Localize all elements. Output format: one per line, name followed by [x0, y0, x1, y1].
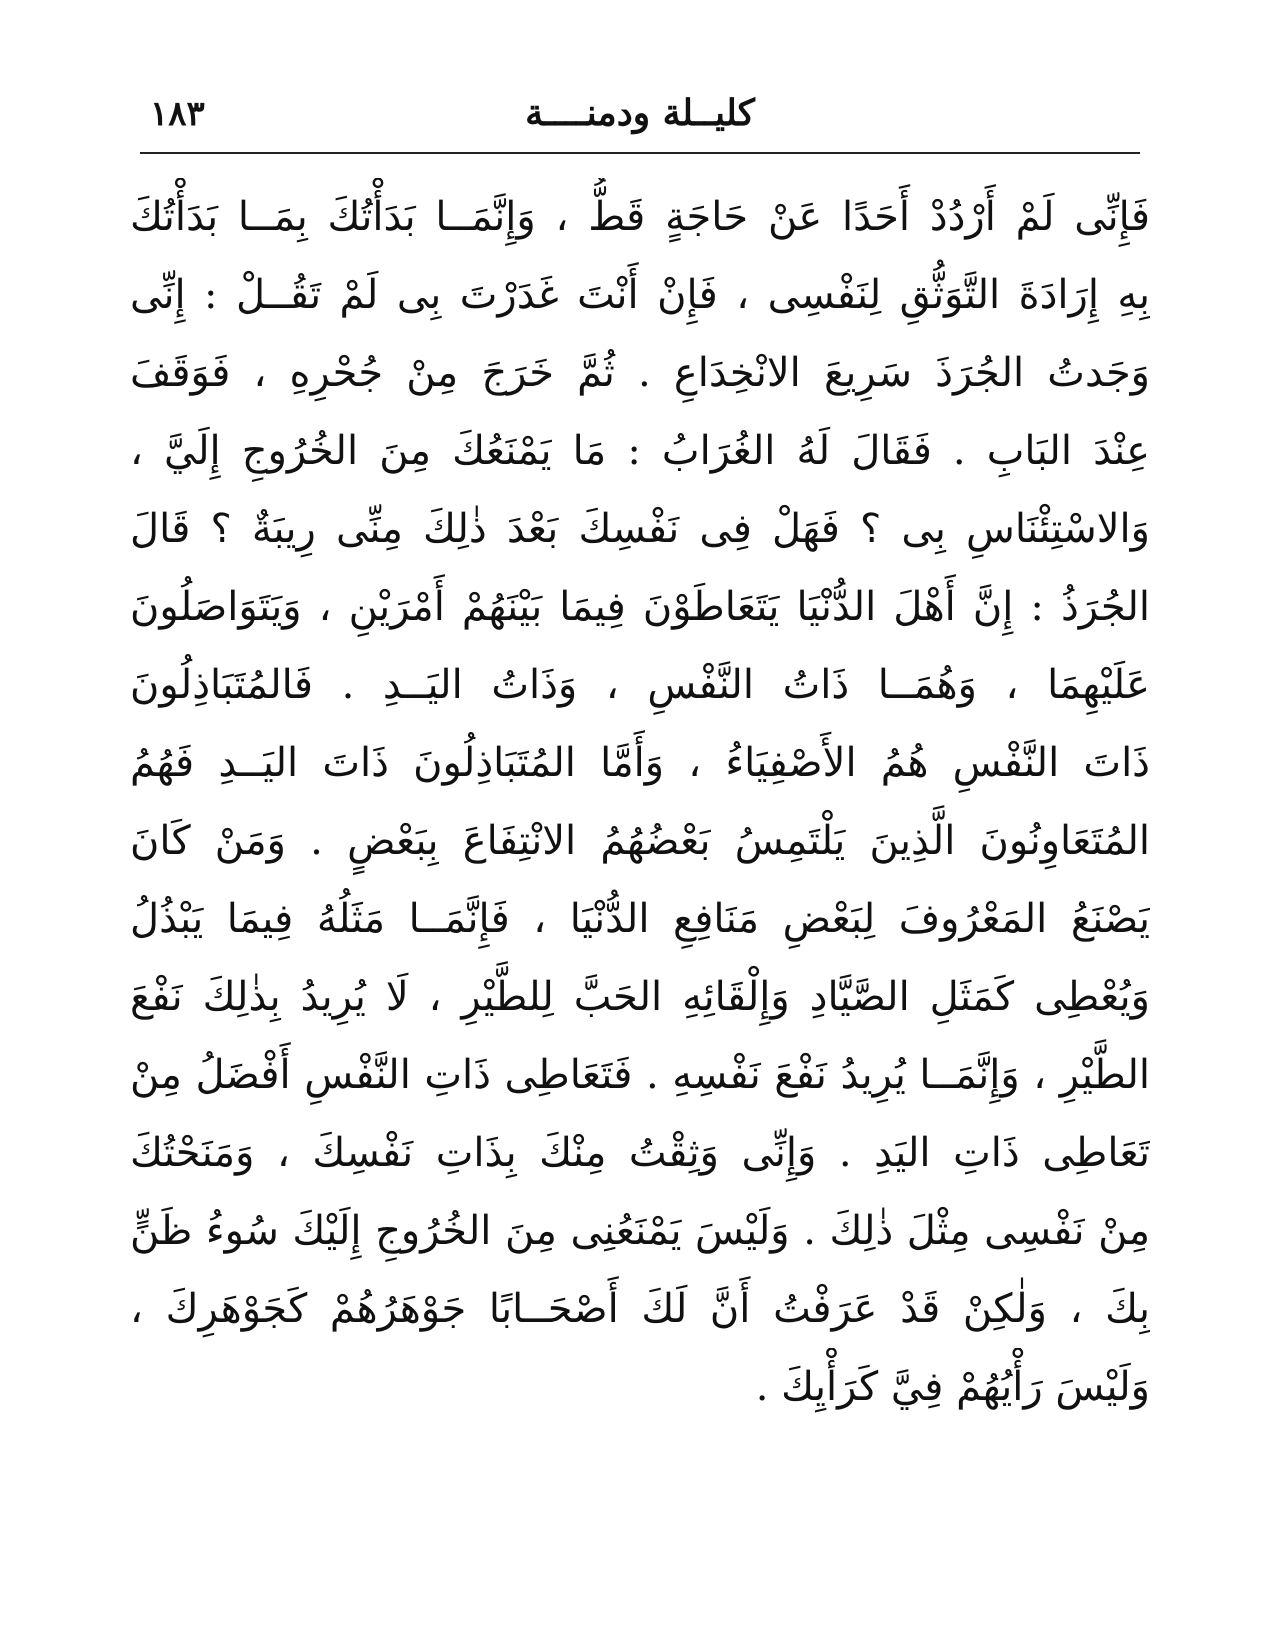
- page-number: ١٨٣: [150, 94, 205, 134]
- text-line: يَصْنَعُ المَعْرُوفَ لِبَعْضِ مَنَافِعِ الدُّنْيَا ، فَإِنَّمَــا مَثَلُهُ فِيمَا يَبْذُلُ: [130, 896, 1150, 942]
- text-line: بِكَ ، وَلٰكِنْ قَدْ عَرَفْتُ أَنَّ لَكَ أَصْحَــابًا جَوْهَرُهُمْ كَجَوْهَرِكَ ،: [130, 1286, 1150, 1332]
- text-line: وَالاسْتِئْنَاسِ بِى ؟ فَهَلْ فِى نَفْسِكَ بَعْدَ ذٰلِكَ مِنِّى رِيبَةٌ ؟ قَالَ: [130, 506, 1150, 552]
- running-head: [140, 88, 1140, 148]
- text-line: عَلَيْهِمَا ، وَهُمَــا ذَاتُ النَّفْسِ ، وَذَاتُ اليَــدِ . فَالمُتَبَاذِلُونَ: [130, 662, 1150, 708]
- text-line: وَيُعْطِى كَمَثَلِ الصَّيَّادِ وَإِلْقَائِهِ الحَبَّ لِلطَّيْرِ ، لَا يُرِيدُ بِذٰلِكَ نَفْعَ: [130, 974, 1150, 1020]
- book-title: كليــلة ودمنــــة: [525, 92, 755, 134]
- text-line: تَعَاطِى ذَاتِ اليَدِ . وَإِنِّى وَثِقْتُ مِنْكَ بِذَاتِ نَفْسِكَ ، وَمَنَحْتُكَ: [130, 1130, 1150, 1176]
- text-line: الجُرَذُ : إِنَّ أَهْلَ الدُّنْيَا يَتَعَاطَوْنَ فِيمَا بَيْنَهُمْ أَمْرَيْنِ ، وَيَتَوَاصَلُونَ: [130, 584, 1150, 630]
- text-line: فَإِنِّى لَمْ أَرْدُدْ أَحَدًا عَنْ حَاجَةٍ قَطُّ ، وَإِنَّمَــا بَدَأْتُكَ بِمَــا بَدَأْتُكَ: [130, 194, 1150, 240]
- text-line: وَلَيْسَ رَأْيُهُمْ فِيَّ كَرَأْيِكَ .: [755, 1364, 1150, 1410]
- text-line: الطَّيْرِ ، وَإِنَّمَــا يُرِيدُ نَفْعَ نَفْسِهِ . فَتَعَاطِى ذَاتِ النَّفْسِ أَفْضَلُ مِنْ: [130, 1052, 1150, 1098]
- text-line: المُتَعَاوِنُونَ الَّذِينَ يَلْتَمِسُ بَعْضُهُمُ الانْتِفَاعَ بِبَعْضٍ . وَمَنْ كَانَ: [130, 818, 1150, 864]
- text-line: بِهِ إِرَادَةَ التَّوَثُّقِ لِنَفْسِى ، فَإِنْ أَنْتَ غَدَرْتَ بِى لَمْ تَقُــلْ : إِنِّى: [130, 272, 1150, 318]
- header-rule: [140, 152, 1140, 154]
- text-line: ذَاتَ النَّفْسِ هُمُ الأَصْفِيَاءُ ، وَأَمَّا المُتَبَاذِلُونَ ذَاتَ اليَــدِ فَهُمُ: [130, 740, 1150, 786]
- text-line: وَجَدتُ الجُرَذَ سَرِيعَ الانْخِدَاعِ . ثُمَّ خَرَجَ مِنْ جُحْرِهِ ، فَوَقَفَ: [130, 350, 1150, 396]
- text-line: عِنْدَ البَابِ . فَقَالَ لَهُ الغُرَابُ : مَا يَمْنَعُكَ مِنَ الخُرُوجِ إِلَيَّ ،: [130, 428, 1150, 474]
- text-line: مِنْ نَفْسِى مِثْلَ ذٰلِكَ . وَلَيْسَ يَمْنَعُنِى مِنَ الخُرُوجِ إِلَيْكَ سُوءُ ظَنٍّ: [130, 1208, 1150, 1254]
- body-text: [130, 178, 1150, 1426]
